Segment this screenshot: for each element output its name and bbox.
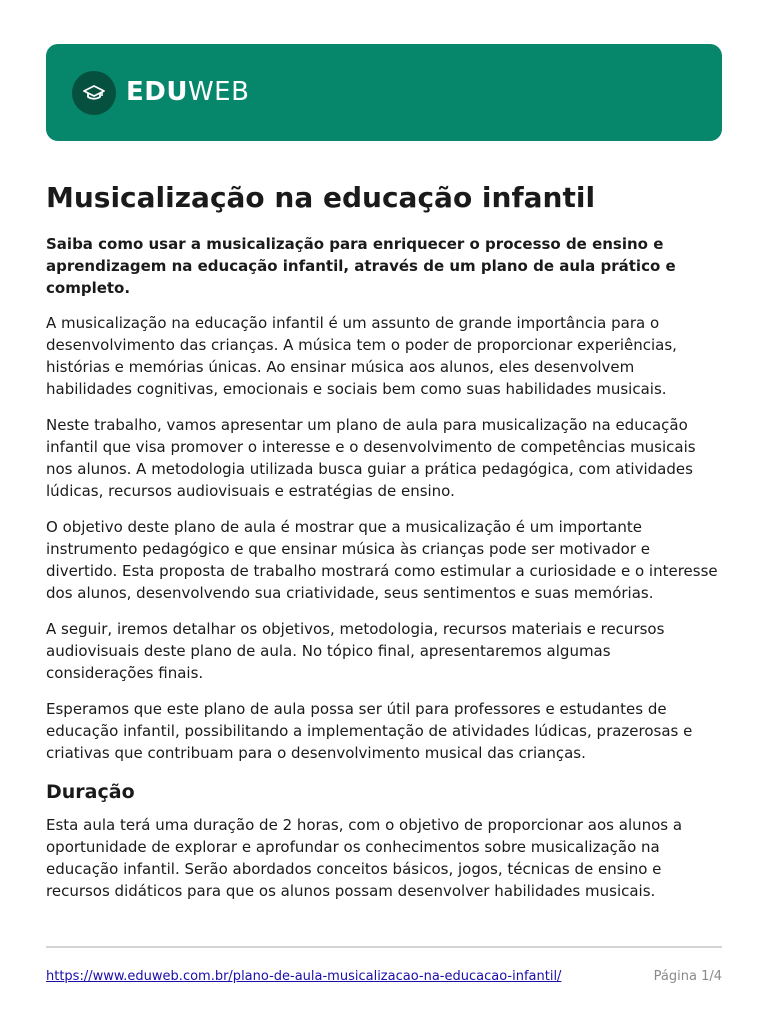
body-paragraph-2: Neste trabalho, vamos apresentar um plano de aula para musicalização na educação infantil que visa promover o interesse e o desenvolvimento de competências musicais nos alunos. A metodologia utilizada busca guiar a prática pedagógica, com atividades lúdicas, recursos audiovisuais e estratégias de ensino. (46, 416, 696, 500)
logo-text-light: WEB (187, 77, 250, 107)
footer-divider (46, 946, 722, 948)
header-banner (46, 44, 722, 141)
page-title: Musicalização na educação infantil (46, 181, 596, 214)
page-number: Página 1/4 (653, 969, 722, 984)
section-heading-duracao: Duração (46, 781, 135, 803)
body-paragraph-1: A musicalização na educação infantil é um assunto de grande importância para o desenvolvimento das crianças. A música tem o poder de proporcionar experiências, histórias e memórias únicas. Ao ensinar música aos alunos, eles desenvolvem habilidades cognitivas, emocionais e sociais bem como suas habilidades musicais. (46, 314, 677, 398)
site-logo[interactable] (126, 77, 249, 107)
lead-paragraph: Saiba como usar a musicalização para enriquecer o processo de ensino e aprendizagem na educação infantil, através de um plano de aula prático e completo. (46, 235, 676, 297)
graduation-cap-glyph (83, 84, 105, 102)
duracao-paragraph: Esta aula terá uma duração de 2 horas, com o objetivo de proporcionar aos alunos a oportunidade de explorar e aprofundar os conhecimentos sobre musicalização na educação infantil. Serão abordados conceitos básicos, jogos, técnicas de ensino e recursos didáticos para que os alunos possam desenvolver habilidades musicais. (46, 816, 683, 900)
body-paragraph-5: Esperamos que este plano de aula possa ser útil para professores e estudantes de educação infantil, possibilitando a implementação de atividades lúdicas, prazerosas e criativas que contribuam para o desenvolvimento musical das crianças. (46, 700, 693, 762)
footer-source-link[interactable]: https://www.eduweb.com.br/plano-de-aula-musicalizacao-na-educacao-infantil/ (46, 969, 562, 984)
graduation-cap-icon[interactable] (72, 71, 116, 115)
logo-text-bold: EDU (126, 77, 188, 107)
article-content (46, 178, 722, 916)
body-paragraph-3: O objetivo deste plano de aula é mostrar que a musicalização é um importante instrumento pedagógico e que ensinar música às crianças pode ser motivador e divertido. Esta proposta de trabalho mostrará como estimular a curiosidade e o interesse dos alunos, desenvolvendo sua criatividade, seus sentimentos e suas memórias. (46, 518, 718, 602)
body-paragraph-4: A seguir, iremos detalhar os objetivos, metodologia, recursos materiais e recursos audiovisuais deste plano de aula. No tópico final, apresentaremos algumas considerações finais. (46, 620, 665, 682)
